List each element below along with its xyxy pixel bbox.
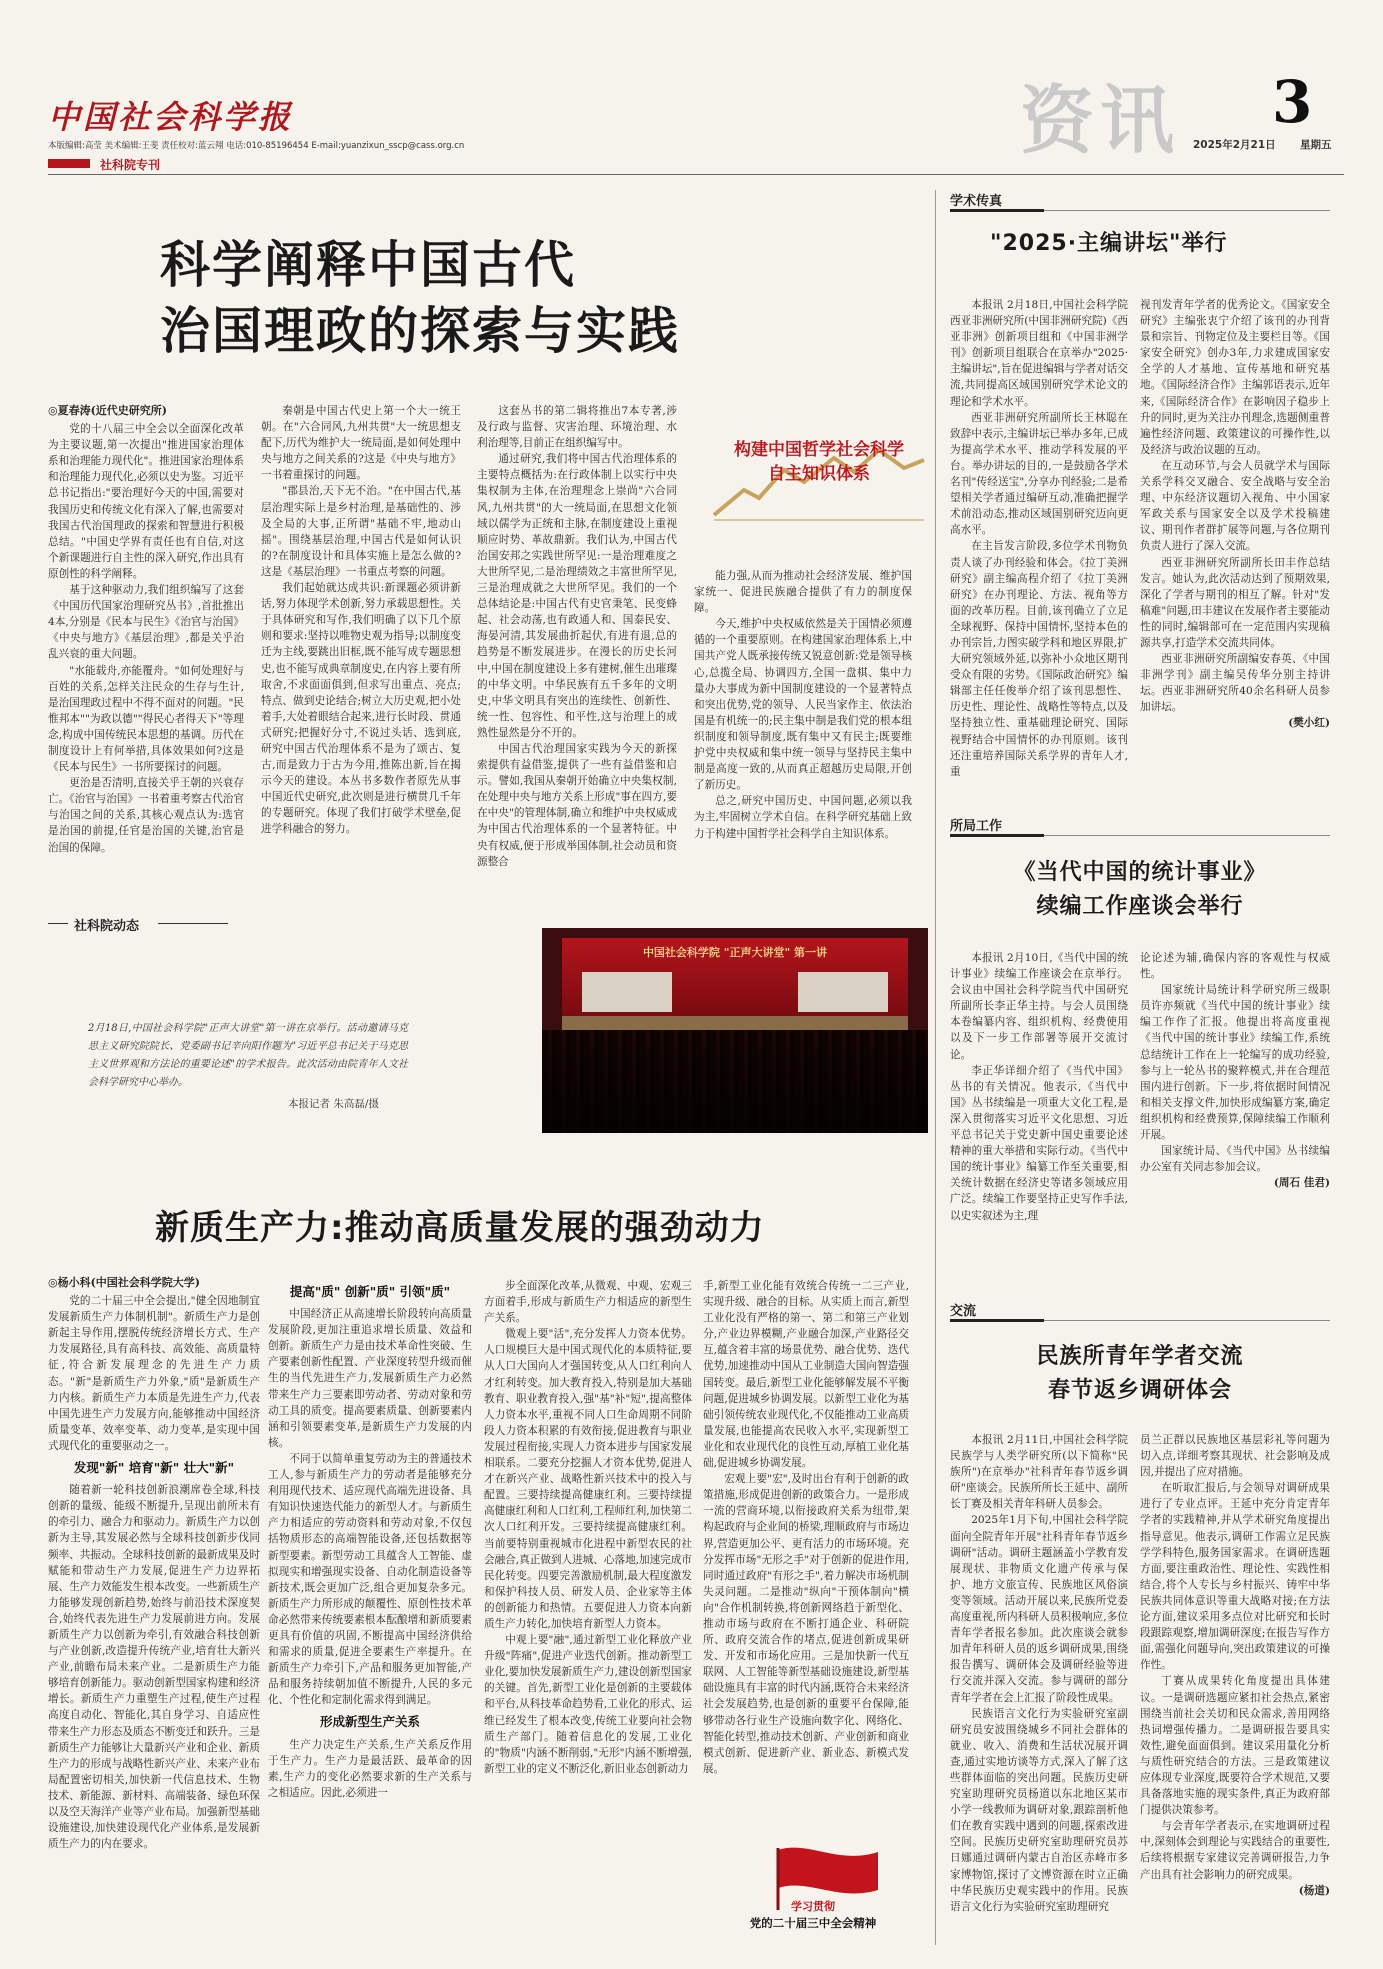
statistics-title: [950, 856, 1330, 924]
exchange-label: 交流: [950, 1304, 977, 1319]
lead-c4-p2: 总之,研究中国历史、中国问题,必须以我为主,牢固树立学术自信。在科学研究基础上致力于构建中国哲学社会科学自主知识体系。: [694, 795, 912, 840]
lead-title-line1: 科学阐释中国古代: [160, 236, 576, 294]
forum-signature: (樊小红): [1288, 717, 1330, 730]
second-c3-p1: 微观上要"活",充分发挥人力资本优势。人口规模巨大是中国式现代化的本质特征,要从人口大国向人才强国转变,从人口红利向人才红利转变。加大教育投入,特别是加大基础教育、职业教育投入,强"基"补"短",提高整体人力资本水平,重视不同人口生命周期不同阶段人力资本积累的有效衔接,促进教育与职业发展过程衔接,实现人力资本进步与国家发展相联系。二要充分挖掘人才资本优势,促进人才在新兴产业、战略性新兴技术中的投入与配置。三要持续提高健康红利。三要持续提高健康红利和人口红利,工程师红利,加快第二次人口红利开发。三要持续提高健康红利。当前要特别重视城市化进程中新型农民的社会融合,真正做到人进城、心落地,加速完成市民化转变。四要完善激励机制,最大程度激发和保护科技人员、研发人员、企业家等主体的创新能力和热情。五要促进人力资本向新质生产力转化,加快培育新型人力资本。: [484, 1328, 692, 1630]
forum-b-p1: 在互动环节,与会人员就学术与国际关系学科交叉融合、安全战略与安全治理、中东经济议题切入视角、中小国家军政关系与国家安全以及学术投稿建议、期刊作者群扩展等问题,与各位期刊负责人进行了深入交流。: [1140, 459, 1330, 553]
second-c2-p2: 不同于以简单重复劳动为主的普通技术工人,参与新质生产力的劳动者是能够充分利用现代技术、适应现代高端先进设备、具有知识快速迭代能力的新型人才。与新质生产力相适应的劳动资料和劳动对象,不仅包括物质形态的高端智能设备,还包括数据等新型要素。新型劳动工具蕴含人工智能、虚拟现实和增强现实设备、自动化制造设备等新技术,既会更加广泛,组合更加复杂多元。新质生产力所形成的颠覆性、原创性技术革命必然带来传统要素根本酝酿增和新质要素更具有价值的巩固,不断提高中国经济供给和需求的质量,促进全要素生产率提升。在新质生产力牵引下,产品和服务更加智能,产品和服务持续朝加值不断提升,人民的多元化、个性化和定制化需求得到满足。: [268, 1452, 472, 1707]
statistics-title-line2: 续编工作座谈会举行: [1036, 894, 1244, 919]
lead-author: ◎夏春涛(近代史研究所): [48, 404, 168, 417]
dongtai-label: 社科院动态: [74, 919, 140, 934]
eth-b-p0: 员兰正群以民族地区基层彩礼等问题为切入点,详细考察其现状、社会影响及成因,并提出了应对措施。: [1140, 1434, 1330, 1479]
stat-b-p2: 国家统计局、《当代中国》丛书续编办公室有关同志参加会议。: [1140, 1145, 1330, 1174]
forum-column-a: [950, 297, 1128, 807]
lead-c4-p1: 今天,维护中央权威依然是关于国情必须遵循的一个重要原则。在构建国家治理体系上,中国共产党人既承接传统又锐意创新:党是领导核心,总揽全局、协调四方,全国一盘棋、集中力量办大事成为新中国制度建设的一个显著特点和突出优势,党的领导、人民当家作主、依法治国是有机统一的;民主集中制是我们党的根本组织制度和领导制度,既有集中又有民主;既要维护党中央权威和集中统一领导与坚持民主集中制是高度一致的,从而真正超越历史局限,开创了新历史。: [694, 618, 912, 792]
second-column-1: [48, 1275, 260, 1945]
lecture-photo: [542, 928, 928, 1133]
second-c3-p0: 步全面深化改革,从微观、中观、宏观三方面着手,形成与新质生产力相适应的新型生产关系。: [484, 1280, 692, 1325]
ethnology-title-line2: 春节返乡调研体会: [1047, 1378, 1232, 1403]
forum-a-p1: 西亚非洲研究所副所长王林聪在致辞中表示,主编讲坛已举办多年,已成为提高学术水平、推动学科发展的平台。举办讲坛的目的,一是鼓励各学术名刊"传经送宝",分享办刊经验;二是希望相关学者通过编研互动,准确把握学术前沿动态,推动区域国别研究迈向更高水平。: [950, 411, 1128, 537]
page-number: 3: [1272, 68, 1313, 136]
second-c3-p2: 中观上要"融",通过新型工业化释放产业升级"阵痛",促进产业迭代创新。推动新型工业化,要加快发展新质生产力,建设创新型国家的关键。首先,新型工业化是创新的主要载体和平台,从科技革命趋势看,工业化的形式、运维已经发生了根本改变,传统工业要向社会物质生产部门。随着信息化的发展,工业化的"物质"内涵不断削弱,"无形"内涵不断增强,新型工业的定义不断泛化,新旧业态创新动力: [484, 1634, 692, 1775]
stage-screen-right: [798, 972, 888, 1012]
institute-work-underline: [950, 834, 1044, 837]
eth-b-p1: 在听取汇报后,与会领导对调研成果进行了专业点评。王延中充分肯定青年学者的实践精神,并从学术研究角度提出指导意见。他表示,调研工作需立足民族学学科特色,服务国家需求。在调研选题方面,要注重政治性、理论性、实践性相结合,将个人专长与乡村振兴、铸牢中华民族共同体意识等重大战略对接;在方法论方面,建议采用多点位对比研究和长时段跟踪观察,增加调研深度;在报告写作方面,需强化问题导向,突出政策建议的可操作性。: [1140, 1482, 1330, 1672]
eth-b-p3: 与会青年学者表示,在实地调研过程中,深刻体会到理论与实践结合的重要性,后续将根据专家建议完善调研报告,力争产出具有社会影响力的研究成果。: [1140, 1820, 1330, 1881]
lead-c3-p1: 通过研究,我们将中国古代治理体系的主要特点概括为:在行政体制上以实行中央集权制为主体,在治理理念上崇尚"六合同风,九州共贯"的大一统局面,在思想文化领域以儒学为正统和主脉,在制度建设上重视顺应时势、革故鼎新。我们认为,中国古代治国安邦之实践世所罕见:一是治理难度之大世所罕见,二是治理绩效之丰富世所罕见,三是治理成就之大世所罕见。我们的一个总体结论是:中国古代有史官秉笔、民变蜂起、社会动荡,也有政通人和、国泰民安、海晏河清,其发展曲折起伏,有进有退,总的趋势是不断发展进步。在漫长的历史长河中,中国在制度建设上多有建树,催生出璀璨的中华文明。中华民族有五千多年的文明史,中华文明具有突出的连续性、创新性、统一性、包容性、和平性,这与治理上的成熟性显然是分不开的。: [477, 453, 677, 739]
column-label: 社科院专刊: [100, 158, 161, 172]
issue-weekday: 星期五: [1300, 139, 1332, 151]
academic-fax-underline: [950, 209, 1044, 212]
stat-b-p1: 国家统计局统计科学研究所三级职员许亦频就《当代中国的统计事业》续编工作作了汇报。他提出将高度重视《当代中国的统计事业》续编工作,系统总结统计工作在上一轮编写的成功经验,参与上一轮丛书的聚粹模式,并在合理范围内进行创新。下一步,将依据时间情况和相关支撑文件,加快形成编纂方案,确定组织机构和经费预算,保障续编工作顺利开展。: [1140, 984, 1330, 1142]
forum-title: "2025·主编讲坛"举行: [990, 231, 1228, 256]
lead-c2-p2: 我们起始就达成共识:新课题必须讲新话,努力体现学术创新,努力承载思想性。关于具体研究和写作,我们明确了以下几个原则和要求:坚持以唯物史观为指导;以制度变迁为主线,要跳出旧框,既不能写成专题思想史,也不能写成典章制度史,在内容上要有所取舍,不求面面俱到,但求写出重点、亮点;特点、做到史论结合;树立大历史观,把小处着手,大处着眼结合起来,进行长时段、贯通式研究;把握好分寸,不说过头话、选到底,研究中国古代治理体系不是为了颂古、复古,而是致力于古为今用,推陈出新,旨在揭示今天的建设。本丛书多数作者原先从事中国近代史研究,此次则是进行横贯几千年的专题研究。体现了我们打破学术壁垒,促进学科融合的努力。: [261, 582, 461, 836]
forum-a-p0: 本报讯 2月18日,中国社会科学院西亚非洲研究所(中国非洲研究院)《西亚非洲》创新项目组和《中国非洲学刊》创新项目组联合在京举办"2025·主编讲坛",旨在促进编辑与学者对话交流,共同提高区域国别研究学术论文的理论和学术水平。: [950, 299, 1128, 408]
statistics-title-line1: 《当代中国的统计事业》: [1013, 860, 1267, 885]
lead-c4-p0: 能力强,从而为推动社会经济发展、维护国家统一、促进民族融合提供了有力的制度保障。: [694, 570, 912, 615]
institute-work-label: 所局工作: [950, 819, 1003, 834]
lead-c1-p3: 更治是否清明,直接关乎王朝的兴衰存亡。《治官与治国》一书着重考察古代治官与治国之间的关系,其核心观点认为:选官是治国的前提,任官是治国的关键,治官是治国的保障。: [48, 777, 244, 854]
ethnology-column-b: [1140, 1432, 1330, 1947]
forum-b-p2: 西亚非洲研究所副所长田丰作总结发言。她认为,此次活动达到了预期效果,深化了学者与期刊的相互了解。针对"发稿难"问题,田丰建议在发展作者主要能动性的同时,编辑部可在一定范围内实现稿源共享,打造学术交流共同体。: [1140, 556, 1330, 649]
column-divider: [935, 190, 936, 1945]
eth-a-p1: 2025年1月下旬,中国社会科学院面向全院青年开展"社科青年春节返乡调研"活动。调研主题涵盖小学教育发展现状、非物质文化遗产传承与保护、地方文旅宣传、民族地区风俗演变等领域。活动开展以来,民族所党委高度重视,所内科研人员积极响应,多位青年学者报名参加。此次座谈会就参加青年科研人员的返乡调研成果,围绕报告撰写、调研体会及调研经验等进行交流并深入交流。参与调研的部分青年学者在会上汇报了阶段性成果。: [950, 1514, 1128, 1704]
lead-c1-p2: "水能载舟,亦能覆舟。"如何处理好与百姓的关系,怎样关注民众的生存与生计,是治国理政过程中不得不面对的问题。"民惟邦本""为政以德""得民心者得天下"等理念,构成中国传统民本思想的基调。历代在制度设计上有何举措,具体效果如何?这是《民本与民生》一书所要探讨的问题。: [48, 664, 244, 774]
photo-caption: 2月18日,中国社会科学院"正声大讲堂"第一讲在京举行。活动邀请马克思主义研究院院长、党委副书记辛向阳作题为"习近平总书记关于马克思主义世界观和方法论的重要论述"的学术报告。此次活动由院青年人文社会科学研究中心举办。: [88, 1023, 408, 1088]
stat-a-p0: 本报讯 2月10日,《当代中国的统计事业》续编工作座谈会在京举行。会议由中国社会科学院当代中国研究所副所长李正华主持。与会人员围绕本卷编纂内容、组织机构、经费使用以及下一步工作部署等展开交流讨论。: [950, 952, 1128, 1061]
eth-b-p2: 丁赛从成果转化角度提出具体建议。一是调研选题应紧扣社会热点,紧密围绕当前社会关切和民众需求,善用网络热词增强传播力。二是调研报告要具实效性,避免面面俱到。建议采用量化分析与质性研究结合的方法。三是政策建议应体现专业深度,既要符合学术规范,又要具备落地实施的现实条件,真正为政府部门提供决策参考。: [1140, 1675, 1330, 1817]
eth-a-p0: 本报讯 2月11日,中国社会科学院民族学与人类学研究所(以下简称"民族所")在京举办"社科青年春节返乡调研"座谈会。民族所所长王延中、副所长丁赛及相关青年科研人员参会。: [950, 1434, 1128, 1511]
section-name: 资讯: [1020, 78, 1180, 164]
lead-title-line2: 治国理政的探索与实践: [160, 302, 680, 360]
lead-c3-p2: 中国古代治理国家实践为今天的新探索提供有益借鉴,提供了一些有益借鉴和启示。譬如,我国从秦朝开始确立中央集权制,在处理中央与地方关系上形成"事在四方,要在中央"的管理体制,确立和维护中央权威成为中国古代治理体系的一个显著特征。中央有权威,便于形成举国体制,社会动员和资源整合: [477, 742, 677, 868]
stat-signature: (周石 佳君): [1273, 1177, 1330, 1190]
badge-line2: 自主知识体系: [768, 464, 870, 484]
academic-fax-label: 学术传真: [950, 194, 1003, 209]
photo-credit: 本报记者 朱高磊/摄: [288, 1098, 379, 1110]
academic-fax-rule: [1044, 210, 1330, 211]
study-badge-line1: 学习贯彻: [791, 1900, 835, 1913]
statistics-column-a: [950, 950, 1128, 1295]
stat-b-p0: 论论述为辅,确保内容的客观性与权威性。: [1140, 952, 1330, 981]
second-author: ◎杨小科(中国社会科学院大学): [48, 1276, 201, 1289]
dongtai-rule-right: [158, 923, 228, 924]
audience: [542, 1030, 928, 1133]
lead-column-3: [477, 403, 677, 910]
study-badge: [718, 1840, 908, 1940]
badge-text: [704, 438, 934, 486]
statistics-column-b: [1140, 950, 1330, 1295]
stage-banner: 中国社会科学院 "正声大讲堂" 第一讲: [642, 946, 828, 959]
lead-c2-p1: "郡县治,天下无不治。"在中国古代,基层治理实际上是乡村治理,是基础性的、涉及全局的大事,正所谓"基础不牢,地动山摇"。围绕基层治理,中国古代是如何认识的?在制度设计和具体实施上是怎么做的?这是《基层治理》一书重点考察的问题。: [261, 485, 461, 578]
lead-c1-p0: 党的十八届三中全会以全面深化改革为主要议题,第一次提出"推进国家治理体系和治理能力现代化"。推进国家治理体系和治理能力现代化,必须以史为鉴。习近平总书记指出:"要治理好今天的中国,需要对我国历史和传统文化有深入了解,也需要对我国古代治国理政的探索和智慧进行积极总结。"中国史学界有责任也有自信,对这个新课题进行自主性的深入研究,作出具有原创性的科学阐释。: [48, 423, 244, 580]
forum-b-p3: 西亚非洲研究所副编安春英、《中国非洲学刊》副主编吴传华分别主持讲坛。西亚非洲研究所40余名科研人员参加讲坛。: [1140, 653, 1330, 714]
eth-signature: (杨道): [1298, 1884, 1330, 1897]
ethnology-column-a: [950, 1432, 1128, 1947]
lead-column-4: [694, 568, 912, 910]
exchange-underline: [950, 1319, 1044, 1322]
second-c2-p4: 生产力决定生产关系,生产关系反作用于生产力。生产力是最活跃、最革命的因素,生产力的变化必然要求新的生产关系与之相适应。因此,必须进一: [268, 1738, 472, 1799]
lead-c2-p0: 秦朝是中国古代史上第一个大一统王朝。在"六合同风,九州共贯"大一统思想支配下,历代为维护大一统局面,是如何处理中央与地方之间关系的?这是《中央与地方》一书着重探讨的问题。: [261, 405, 461, 482]
second-subhead-3: 形成新型生产关系: [319, 1714, 420, 1730]
second-title: 新质生产力:推动高质量发展的强劲动力: [155, 1208, 765, 1248]
lead-column-2: [261, 403, 461, 910]
forum-a-p2: 在主旨发言阶段,多位学术刊物负责人谈了办刊经验和体会。《拉丁美洲研究》副主编高程介绍了《拉丁美洲研究》在办刊理论、方法、视角等方面的改革历程。目前,该刊确立了立足全球视野、保持中国情怀,坚持本色的办刊宗旨,力图实破学科和地区界限,扩大研究领域外延,以弥补小众地区期刊受众有限的劣势。《国际政治研究》编辑部主任任俊举介绍了该刊思想性、历史性、理论性、战略性等特点,以及坚持独立性、重基础理论研究、国际视野结合中国情怀的办刊原则。该刊还注重培养国际关系学界的青年人才,重: [950, 540, 1128, 778]
forum-b-p0: 视刊发青年学者的优秀论文。《国家安全研究》主编张衷宁介绍了该刊的办刊背景和宗旨、刊物定位及主要栏目等。《国家安全研究》创办3年,力求建成国家安全学的人才基地、宣传基地和研究基地。《国际经济合作》主编郭语表示,近年来,《国际经济合作》在影响因子稳步上升的同时,更为关注办刊理念,选题侧重普遍性经济问题、政策建议的可操作性,以及经济与政治议题的互动。: [1140, 299, 1330, 456]
second-subhead-1: 发现"新" 培育"新" 壮大"新": [73, 1460, 235, 1476]
exchange-tag: [950, 1300, 1330, 1320]
lead-c3-p0: 这套丛书的第二辑将推出7本专著,涉及行政与监督、灾害治理、环境治理、水利治理等,目前正在组织编写中。: [477, 405, 677, 450]
issue-date: 2025年2月21日: [1193, 139, 1276, 151]
second-c1-p2: 随着新一轮科技创新浪潮席卷全球,科技创新的量级、能级不断提升,呈现出前所未有的牵引力、融合力和驱动力。新质生产力以创新为主导,其发展必然与全球科技创新步伐同频率、共振动。全球科技创新的最新成果及时赋能和带动生产力发展,促进生产力边界拓展、生产力效能发生根本改变。一些新质生产力能够发现创新趋势,始终与前沿技术深度契合,始终代表先进生产力发展前进方向。发展新质生产力以创新为牵引,有效融合科技创新与产业创新,改造提升传统产业,培育壮大新兴产业,前瞻布局未来产业。二是新质生产力能够培育创新能力。驱动创新型国家构建和经济增长。新质生产力重塑生产过程,使生产过程高度自动化、智能化,其自身学习、自适应性带来生产力形态及质态不断变迁和跃升。三是新质生产力能够让大量新兴产业和企业、新质生产力的形成与战略性新兴产业、未来产业布局配置密切相关,加快新一代信息技术、生物技术、新能源、新材料、高端装备、绿色环保以及空天海洋产业等产业布局。加强新型基础设施建设,加快建设现代化产业体系,是发展新质生产力的内在要求。: [48, 1484, 260, 1851]
editor-info: 本版编辑:高莹 美术编辑:王斐 责任校对:蓝云翔 电话:010-85196454 E-mail:yuanzixun_sscp@cass.org.cn: [48, 141, 465, 151]
second-c1-p0: 党的二十届三中全会提出,"健全因地制宜发展新质生产力体制机制"。新质生产力是创新起主导作用,摆脱传统经济增长方式、生产力发展路径,具有高科技、高效能、高质量特征,符合新发展理念的先进生产力质态。"新"是新质生产力外象,"质"是新质生产力内核。新质生产力本质是先进生产力,代表中国先进生产力发展方向,能够推动中国经济质量变革、效率变革、动力变革,是实现中国式现代化的重要驱动之一。: [48, 1295, 260, 1452]
second-column-3: [484, 1278, 692, 1948]
column-badge: [48, 156, 198, 172]
ethnology-title: [950, 1340, 1330, 1408]
masthead: [0, 0, 1383, 170]
second-column-2: [268, 1278, 472, 1948]
column-badge-bar: [48, 159, 90, 168]
ethnology-title-line1: 民族所青年学者交流: [1036, 1344, 1244, 1369]
study-badge-line2: 党的二十届三中全会精神: [749, 1916, 877, 1930]
badge-line1: 构建中国哲学社会科学: [734, 440, 904, 460]
dongtai-rule-left: [48, 923, 68, 924]
newspaper-logo: 中国社会科学报: [48, 98, 294, 136]
second-subhead-2: 提高"质" 创新"质" 引领"质": [289, 1284, 451, 1299]
institute-work-rule: [1044, 835, 1330, 836]
stat-a-p1: 李正华详细介绍了《当代中国》丛书的有关情况。他表示,《当代中国》丛书续编是一项重大文化工程,是深入贯彻落实习近平文化思想、习近平总书记关于党史新中国史重要论述精神的重大举措和实际行动。《当代中国的统计事业》编纂工作至关重要,相关统计数据在经济史等诸多领域应用广泛。续编工作要坚持正史写作手法,以史实叙述为主,理: [950, 1064, 1128, 1222]
stage-floor: [562, 1016, 908, 1030]
knowledge-system-badge: [704, 420, 934, 540]
lead-c1-p1: 基于这种驱动力,我们组织编写了这套《中国历代国家治理研究丛书》,首批推出4本,分别是《民本与民生》《治官与治国》《中央与地方》《基层治理》,都是关乎治乱兴衰的重大问题。: [48, 584, 244, 661]
second-c4-p1: 宏观上要"宏",及时出台有利于创新的政策措施,形成促进创新的政策合力。一是形成一流的营商环境,以衔接政府关系为纽带,架构起政府与企业间的桥梁,理顺政府与市场边界,营造更加公平、更有活力的市场环境。充分发挥市场"无形之手"对于创新的促进作用,同时通过政府"有形之手",着力解决市场机制失灵问题。二是推动"纵向"干预体制向"横向"合作机制转换,将创新网络趋于新型化、推动市场与政府在不断打通企业、科研院所、政府交流合作的堵点,促进创新成果研发、开发和市场化应用。三是加快新一代互联网、人工智能等新型基础设施建设,新型基础设施具有丰富的时代内涵,既符合未来经济社会发展趋势,也是创新的重要平台保障,能够带动各行业生产设施向数字化、网络化、智能化转型,推动技术创新、产业创新和商业模式创新、促进新产业、新业态、新模式发展。: [703, 1473, 909, 1775]
masthead-rule: [48, 174, 1344, 175]
institute-work-tag: [950, 815, 1330, 835]
second-c4-p0: 手,新型工业化能有效统合传统一二三产业,实现升级、融合的目标。从实质上而言,新型工业化没有严格的第一、第二和第三产业划分,产业边界模糊,产业融合加深,产业路径交互,蕴含着丰富的场景优势、融合优势、迭代优势,加速推动中国从工业制造大国向智造强国转变。最后,新型工业化能够解发展不平衡问题,促进城乡协调发展。以新型工业化为基础引领传统农业现代化,不仅能推动工业高质量发展,也能提高农民收入水平,实现新型工业化和农业现代化的良性互动,厚植工业化基础,促进城乡协调发展。: [703, 1280, 909, 1470]
academic-fax-tag: [950, 190, 1330, 210]
forum-column-b: [1140, 297, 1330, 807]
exchange-rule: [1044, 1320, 1330, 1321]
lead-title: [160, 232, 800, 364]
stage-screen: [582, 972, 672, 1012]
eth-a-p2: 民族语言文化行为实验研究室副研究员安波围绕城乡不同社会群体的就业、收入、消费和生活状况展开调查,通过实地访谈等方式,深入了解了这些群体面临的突出问题。民族历史研究室助理研究员杨道以东北地区某市小学一线教师为调研对象,跟踪剖析他们在教育实践中遇到的问题,探索改进空间。民族历史研究室助理研究员苏日娜通过调研内蒙古自治区赤峰市多家博物馆,探讨了文博资源在时立正确中华民族历史观实践中的作用。民族语言文化行为实验研究室助理研究: [950, 1707, 1128, 1913]
second-column-4: [703, 1278, 909, 1833]
lead-column-1: [48, 403, 244, 910]
second-c2-p1: 中国经济正从高速增长阶段转向高质量发展阶段,更加注重追求增长质量、效益和创新。新质生产力是由技术革命性突破、生产要素创新性配置、产业深度转型升级而催生的当代先进生产力,发展新质生产力必然带来生产力三要素即劳动者、劳动对象和劳动工具的质变。提高要素质量、创新要素内涵和引领要素变革,是新质生产力发展的内核。: [268, 1308, 472, 1449]
